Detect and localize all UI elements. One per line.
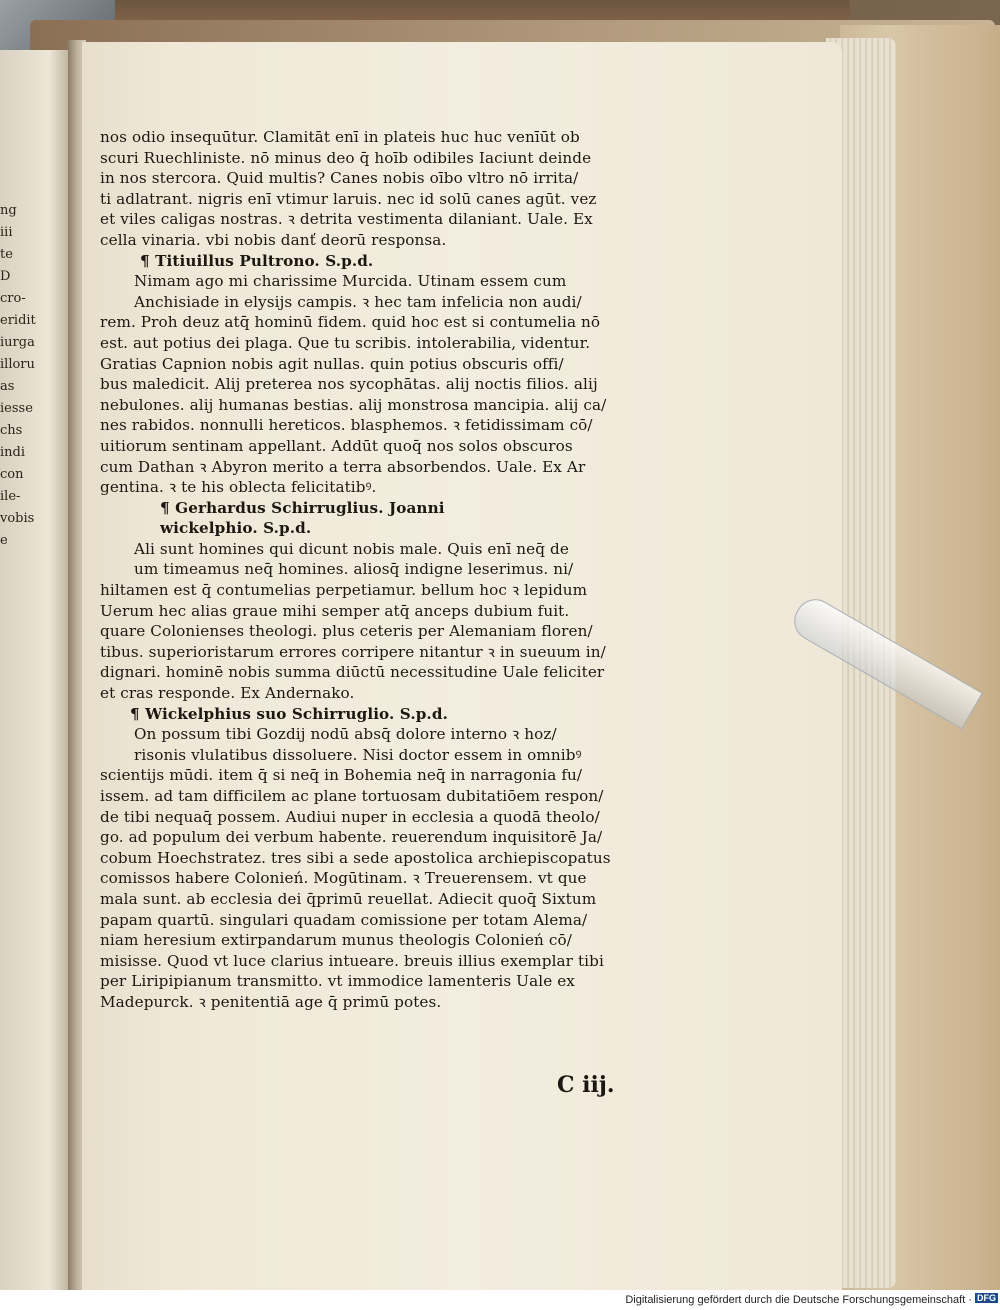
text-line: Madepurck. ꝛ penitentiā age q̄ primū potes. [100,992,442,1011]
dfg-logo: DFG [977,1293,996,1303]
text-line: niam heresium extirpandarum munus theologis Colonień cō/ [100,931,572,950]
left-page-fragment: con [0,467,24,482]
left-page [0,50,70,1290]
left-page-fragment: e [0,533,8,548]
left-page-fragment: chs [0,423,23,438]
text-line: um timeamus neq̄ homines. aliosq̄ indigne leserimus. ni/ [134,560,574,579]
text-line: nes rabidos. nonnulli hereticos. blasphemos. ꝛ fetidissimam cō/ [100,416,593,435]
text-line: nos odio insequūtur. Clamitāt enī in plateis huc huc venīūt ob [100,128,580,146]
letter-2 [100,539,655,704]
letter-1 [100,271,655,498]
text-line: Uerum hec alias graue mihi semper atq̄ anceps dubium fuit. [100,601,570,620]
text-line: go. ad populum dei verbum habente. reuerendum inquisitorē Ja/ [100,828,603,847]
text-line: Ali sunt homines qui dicunt nobis male. Quis enī neq̄ de [134,539,569,558]
text-line: et viles caligas nostras. ꝛ detrita vestimenta dilaniant. Uale. Ex [100,210,593,229]
letter-heading: wickelphio. S.p.d. [160,519,312,538]
text-line: est. aut potius dei plaga. Que tu scribis. intolerabilia, videntur. [100,333,591,352]
left-page-fragment: indi [0,445,26,460]
left-page-fragment: vobis [0,511,35,526]
letter-heading: ¶ Titiuillus Pultrono. S.p.d. [140,251,374,270]
footer-credit: Digitalisierung gefördert durch die Deutsche Forschungsgemeinschaft · [625,1294,972,1306]
text-line: mala sunt. ab ecclesia dei q̄primū reuellat. Adiecit quoq̄ Sixtum [100,889,597,908]
text-line: nebulones. alij humanas bestias. alij monstrosa mancipia. alij ca/ [100,395,607,414]
text-line: issem. ad tam difficilem ac plane tortuosam dubitatiōem respon/ [100,787,604,805]
letter-heading: ¶ Gerhardus Schirruglius. Joanni [160,498,445,517]
left-page-fragment: iii [0,225,13,240]
letter-heading: ¶ Wickelphius suo Schirruglio. S.p.d. [130,704,448,723]
footer [0,1290,1000,1310]
text-line: risonis vlulatibus dissoluere. Nisi doctor essem in omnibꝰ [134,745,582,764]
text-line: papam quartū. singulari quadam comissione per totam Alema/ [100,910,588,929]
left-page-fragment: illoru [0,357,35,372]
left-page-text [0,200,40,552]
text-line: scuri Ruechliniste. nō minus deo q̄ hoīb odibiles Iaciunt deinde [100,148,592,167]
text-line: Nimam ago mi charissime Murcida. Utinam essem cum [134,272,567,291]
signature-mark: C iij. [557,1072,615,1098]
left-page-fragment: D [0,269,11,284]
text-line: cum Dathan ꝛ Abyron merito a terra absorbendos. Uale. Ex Ar [100,457,586,476]
text-line: hiltamen est q̄ contumelias perpetiamur. bellum hoc ꝛ lepidum [100,581,588,600]
left-page-fragment: eridit [0,313,36,328]
left-page-fragment: iesse [0,401,33,416]
text-line: cobum Hoechstratez. tres sibi a sede apostolica archiepiscopatus [100,848,611,867]
text-line: de tibi nequaq̄ possem. Audiui nuper in ecclesia a quodā theolo/ [100,807,600,826]
text-line: in nos stercora. Quid multis? Canes nobis oībo vltro nō irrita/ [100,169,579,188]
left-page-fragment: ile- [0,489,21,504]
text-line: bus maledicit. Alij preterea nos sycophātas. alij noctis filios. alij [100,375,598,394]
text-line: et cras responde. Ex Andernako. [100,684,355,703]
text-line: dignari. hominē nobis summa diūctū necessitudine Uale feliciter [100,663,605,682]
letter-3 [100,724,655,1012]
text-line: misisse. Quod vt luce clarius intueare. breuis illius exemplar tibi [100,951,604,970]
text-line: On possum tibi Gozdij nodū absq̄ dolore interno ꝛ hoz/ [134,725,557,744]
left-page-fragment: as [0,379,15,394]
text-line: scientijs mūdi. item q̄ si neq̄ in Bohemia neq̄ in narragonia fu/ [100,766,583,785]
text-line: cella vinaria. vbi nobis danť deorū responsa. [100,230,447,249]
text-line: Gratias Capnion nobis agit nullas. quin potius obscuris offi/ [100,354,564,373]
text-line: gentina. ꝛ te his oblecta felicitatibꝰ. [100,478,377,497]
text-line: Anchisiade in elysijs campis. ꝛ hec tam infelicia non audi/ [134,292,582,311]
left-page-fragment: te [0,247,13,262]
left-page-fragment: iurga [0,335,35,350]
text-line: rem. Proh deuz atq̄ hominū fidem. quid hoc est si contumelia nō [100,313,601,332]
text-line: per Liripipianum transmitto. vt immodice lamenteris Uale ex [100,972,575,991]
left-page-fragment: cro- [0,291,26,306]
page-text [100,127,655,1013]
text-line: uitiorum sentinam appellant. Addūt quoq̄ nos solos obscuros [100,436,573,455]
text-line: quare Colonienses theologi. plus ceteris per Alemaniam floren/ [100,622,593,641]
text-line: comissos habere Colonień. Mogūtinam. ꝛ Treuerensem. vt que [100,869,587,888]
text-line: ti adlatrant. nigris enī vtimur laruis. nec id solū canes agūt. vez [100,189,597,208]
text-line: tibus. superioristarum errores corripere nitantur ꝛ in sueuum in/ [100,642,606,661]
left-page-fragment: ng [0,203,17,218]
